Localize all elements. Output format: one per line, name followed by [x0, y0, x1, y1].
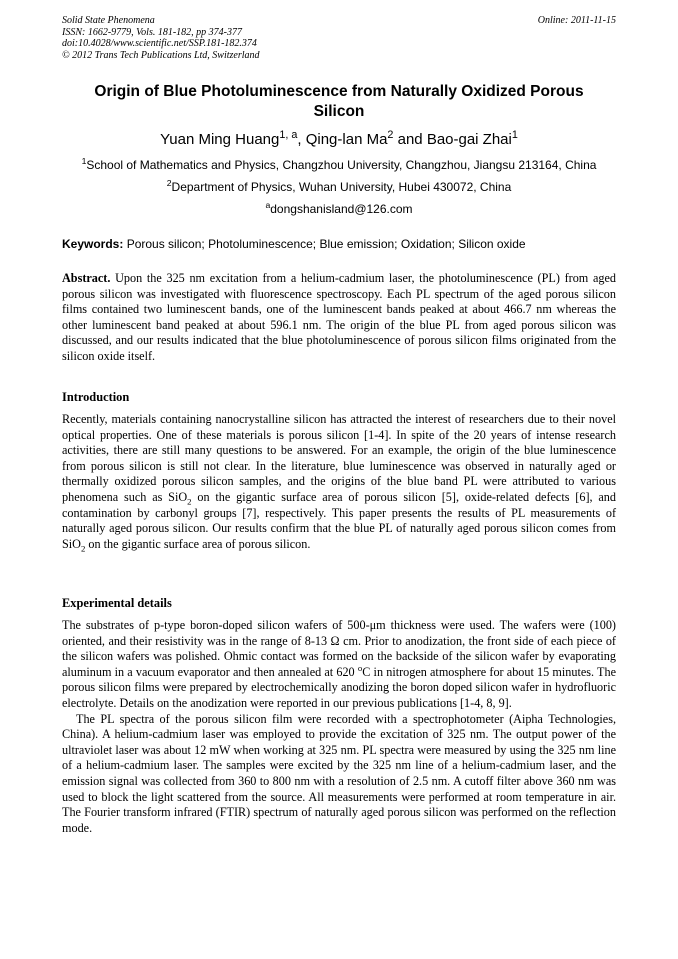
author-affiliation-mark: 2 — [387, 129, 394, 141]
journal-copyright: © 2012 Trans Tech Publications Ltd, Switzerland — [62, 49, 260, 61]
keywords-label: Keywords: — [62, 237, 124, 251]
abstract-label: Abstract. — [62, 271, 111, 285]
subscript: 2 — [80, 543, 86, 554]
degree-mark: o — [357, 662, 363, 673]
author-separator: and — [393, 131, 427, 148]
introduction-body — [62, 412, 616, 552]
journal-info — [62, 15, 616, 61]
abstract-text: Upon the 325 nm excitation from a helium-cadmium laser, the photoluminescence (PL) from aged porous silicon was investigated with fluorescence spectroscopy. Each PL spectrum of the aged porous silicon films contained two luminescent bands, one of the luminescent bands peaked at about 466.7 nm whereas the other luminescent band peaked at about 596.1 nm. The origin of the blue PL from aged porous silicon was discussed, and our results indicated that the blue photoluminescence of porous silicon films originated from the silicon oxide itself. — [62, 271, 616, 363]
journal-header — [62, 15, 616, 61]
experimental-paragraph: The PL spectra of the porous silicon film were recorded with a spectrophotometer (Aipha Technologies, China). A helium-cadmium laser was employed to provide the excitation of 325 nm. The output power of the ultraviolet laser was about 12 mW when working at 325 nm. PL spectra were measured by using the 325 nm line of a helium-cadmium laser. The samples were excited by the 325 nm line of a helium-cadmium laser, and the emission signal was collected from 360 to 800 nm with a resolution of 2.5 nm. A cutoff filter above 360 nm was used to block the light scattered from the source. All measurements were performed at room temperature in air. The Fourier transform infrared (FTIR) spectrum of naturally aged porous silicon was performed on the reflection mode. — [62, 711, 616, 835]
experimental-body — [62, 618, 616, 836]
introduction-text: Recently, materials containing nanocrystalline silicon has attracted the interest of researchers due to their novel optical properties. One of these materials is porous silicon [1-4]. In spite of the 20 years of intense research activities, there are still many questions to be answered. For an example, the origin of the blue luminescence from porous silicon is still not clear. In the literature, blue luminescence was observed in naturally aged or thermally oxidized porous silicon samples, and the origins of the blue band PL were attributed to various phenomena such as SiO — [62, 412, 616, 504]
introduction-text: on the gigantic surface area of porous silicon [5], oxide-related defects [6], and contamination by carbonyl groups [7], respectively. This paper presents the results of PL measurements of naturally aged porous silicon. Our results confirm that the blue PL of naturally aged porous silicon comes from SiO — [62, 489, 616, 551]
affiliation-mark: 2 — [166, 178, 172, 188]
author-name: Yuan Ming Huang — [160, 131, 280, 148]
affiliation-text: Department of Physics, Wuhan University, Hubei 430072, China — [171, 180, 512, 194]
keywords-text: Porous silicon; Photoluminescence; Blue emission; Oxidation; Silicon oxide — [123, 237, 526, 251]
experimental-text: The substrates of p-type boron-doped silicon wafers of 500-μm thickness were used. The wafers were (100) oriented, and their resistivity was in the range of 8-13 Ω cm. Prior to anodization, the front side of each piece of the silicon wafers was polished. Ohmic contact was formed on the backside of the silicon wafer by evaporating aluminum in a vacuum evaporator and then annealed at 620 — [62, 618, 616, 679]
affiliation-mark: 1 — [81, 156, 87, 166]
author-name: Bao-gai Zhai — [426, 131, 512, 148]
author-name: Qing-lan Ma — [305, 131, 388, 148]
email-mark: a — [265, 200, 271, 210]
experimental-paragraph — [62, 618, 616, 712]
journal-issn: ISSN: 1662-9779, Vols. 181-182, pp 374-377 — [62, 26, 242, 38]
author-separator: , — [297, 131, 306, 148]
journal-name: Solid State Phenomena — [62, 15, 155, 26]
introduction-heading: Introduction — [62, 390, 130, 404]
email-address: dongshanisland@126.com — [270, 202, 413, 216]
experimental-heading: Experimental details — [62, 596, 172, 610]
paper-title: Origin of Blue Photoluminescence from Naturally Oxidized Porous Silicon — [94, 83, 584, 120]
experimental-text: C in nitrogen atmosphere for about 15 minutes. The porous silicon films were prepared by electrochemically anodizing the boron doped silicon wafer in hydrofluoric electrolyte. Details on the anodization were reported in our previous publications [1-4, 8, 9]. — [62, 664, 616, 710]
online-date: Online: 2011-11-15 — [537, 15, 616, 26]
introduction-text: on the gigantic surface area of porous silicon. — [85, 536, 311, 551]
author-affiliation-mark: 1 — [511, 129, 518, 141]
keywords — [62, 237, 616, 251]
author-email — [62, 202, 616, 216]
affiliation-text: School of Mathematics and Physics, Changzhou University, Changzhou, Jiangsu 213164, China — [86, 158, 597, 172]
author-affiliation-mark: 1, a — [279, 129, 298, 141]
author-list — [62, 131, 616, 149]
affiliation-2 — [62, 180, 616, 194]
subscript: 2 — [187, 496, 192, 507]
affiliation-1 — [62, 158, 616, 172]
journal-doi: doi:10.4028/www.scientific.net/SSP.181-182.374 — [62, 38, 257, 49]
abstract — [62, 271, 616, 365]
